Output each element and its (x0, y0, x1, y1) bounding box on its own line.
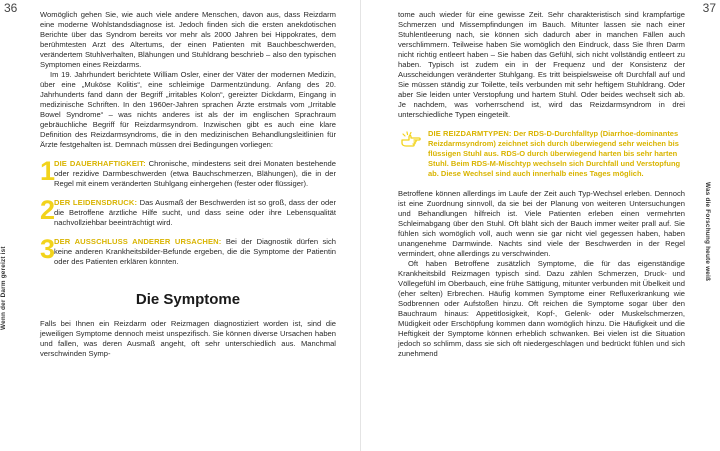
condition-label-3: DER AUSSCHLUSS ANDERER URSACHEN: (54, 237, 222, 246)
side-running-title-right: Was die Forschung heute weiß (704, 182, 711, 282)
page-gutter (360, 0, 361, 451)
condition-item-1 (40, 156, 336, 189)
condition-text-1: Chronische, mindestens seit drei Monaten bestehende oder rezidive Darmbeschwerden (etwa Bauchschmerzen, Blähungen), die in der Regel mit einem veränderten Stuhlgang einhergehen (fester oder flüssiger). (54, 159, 336, 188)
left-paragraph-1: Womöglich gehen Sie, wie auch viele andere Menschen, davon aus, dass Reizdarm eine moderne Wohlstandsdiagnose ist. Jedoch finden sich die ersten anekdotischen Berichte über das Syndrom bereits vor mehr als 2000 Jahren bei Hippokrates, dem berühmtesten Arzt des Altertums, der einen Patienten mit Bauchbeschwerden, verändertem Stuhlverhalten, Blähungen und Stuhldrang beschrieb – also den typischen Symptomen eines Reizdarms. (40, 10, 336, 69)
right-paragraph-3: Oft haben Betroffene zusätzlich Symptome, die für das eigenständige Krankheitsbild Reizmagen typisch sind. Dazu zählen Schmerzen, Druck- und Völlegefühl im Oberbauch, eine frühe Sättigung, mitunter verbunden mit Übelkeit und (eher selten) Erbrechen. Häufig kommen Symptome einer Refluxerkrankung wie Sodbrennen oder Aufstoßen hinzu. Oft reichen die Symptome sogar über den Bauchraum hinaus: Appetitlosigkeit, Kopf-, Gelenk- oder Muskelschmerzen, Müdigkeit oder Erschöpfung kommen dann womöglich hinzu. Die Häufigkeit und die Heftigkeit der Symptome können erheblich schwanken. Bei vielen ist die Situation jedoch so schlimm, dass sie sich oft niedergeschlagen und bedrückt fühlen und sich zunehmend (398, 259, 685, 358)
page-number-right: 37 (702, 1, 716, 15)
condition-label-1: DIE DAUERHAFTIGKEIT: (54, 159, 146, 168)
tip-box-reizdarmtypen (398, 129, 685, 179)
condition-item-3 (40, 234, 336, 267)
condition-number-1: 1 (40, 156, 56, 186)
side-running-title-left: Wenn der Darm gereizt ist (0, 246, 7, 330)
pointing-hand-icon (400, 129, 422, 149)
section-heading-symptome: Die Symptome (135, 291, 241, 308)
left-paragraph-3: Falls bei Ihnen ein Reizdarm oder Reizmagen diagnostiziert worden ist, sind die jeweiligen Symptome dennoch meist unspezifisch. Sie können diverse Ursachen haben und fallen, was deren Ausmaß angeht, oft sehr unterschiedlich aus. Manchmal verschwinden Symp- (40, 319, 336, 358)
left-page-column (40, 10, 336, 359)
right-page-column (398, 10, 685, 359)
condition-label-2: DER LEIDENSDRUCK: (54, 198, 138, 207)
page-number-left: 36 (4, 1, 18, 15)
condition-text-2: Das Ausmaß der Beschwerden ist so groß, dass der oder die Betroffene ärztliche Hilfe sucht, und dass seine oder ihre Lebensqualität nachvollziehbar beeinträchtigt wird. (54, 198, 336, 227)
tip-title: DIE REIZDARMTYPEN: (428, 129, 512, 138)
condition-item-2 (40, 195, 336, 228)
condition-number-2: 2 (40, 195, 56, 225)
right-paragraph-1: tome auch wieder für eine gewisse Zeit. Sehr charakteristisch sind krampfartige Schmerzen und Missempfindungen im Bauch. Mitunter lassen sie nach einer Stuhlentleerung nach, sie können sich dadurch aber in manchen Fällen auch verschlimmern. Teilweise haben Sie womöglich den Eindruck, dass Sie Ihren Darm nicht richtig entleert haben – Sie haben das Gefühl, sich nicht vollständig entleert zu haben. Typisch ist zudem ein in der Frequenz und der Konsistenz der Ausscheidungen veränderter Stuhlgang. Es tritt beispielsweise oft Durchfall auf und Sie müssen ständig zur Toilette, teils verbunden mit sehr heftigem Stuhldrang. Oder aber Sie leiden unter Verstopfung und hartem Stuhl. Oder beides wechselt sich ab. Je nachdem, was vorherrschend ist, wird das Reizdarmsyndrom in drei unterschiedliche Typen eingeteilt. (398, 10, 685, 119)
right-paragraph-2: Betroffene können allerdings im Laufe der Zeit auch Typ-Wechsel erleben. Dennoch ist eine Zuordnung sinnvoll, da sie bei der Planung von weiteren Untersuchungen und Behandlungen hilfreich ist. Viele Patienten erleben einen vermehrten Schleimabgang über den Stuhl. Oft bläht sich der Bauch immer weiter prall auf. Sie fühlen sich womöglich voll, auch wenn sie gar nicht viel gegessen haben, haben unangenehme Darmwinde. Nachts sind viele der Beschwerden in der Regel vermindert, ohne allerdings zu verschwinden. (398, 189, 685, 258)
condition-text-3: Bei der Diagnostik dürfen sich keine anderen Krankheitsbilder-Befunde ergeben, die die Symptome der Patientin oder des Patienten erklären könnten. (54, 237, 336, 266)
tip-text: Der RDS-D-Durchfalltyp (Diarrhoe-dominantes Reizdarmsyndrom) zeichnet sich durch überwiegend sehr weichen bis flüssigen Stuhl aus. RDS-O durch überwiegend harten bis sehr harten Stuhl. Beim RDS-M-Mischtyp wechseln sich Durchfall und Verstopfung ab. Diese Wechsel sind auch innerhalb eines Tages möglich. (428, 129, 681, 178)
condition-number-3: 3 (40, 234, 56, 264)
left-paragraph-2: Im 19. Jahrhundert berichtete William Osler, einer der Väter der modernen Medizin, über eine „Muköse Kolitis“, eine schleimige Darmentzündung. Anfang des 20. Jahrhunderts fand dann der Begriff „irritables Kolon“, gereizter Dickdarm, Eingang in medizinische Schriften. In den 1960er-Jahren sprachen Ärzte erstmals vom „Irritable Bowel Syndrome“ – was nichts anderes ist als der im englischen Sprachraum gebräuchliche Begriff für Reizdarmsyndrom. Inzwischen gibt es auch eine klare Definition des Reizdarmsyndroms, die in den medizinischen Behandlungsleitlinien für Ärzte festgehalten ist. Demnach müssen drei Bedingungen vorliegen: (40, 70, 336, 149)
